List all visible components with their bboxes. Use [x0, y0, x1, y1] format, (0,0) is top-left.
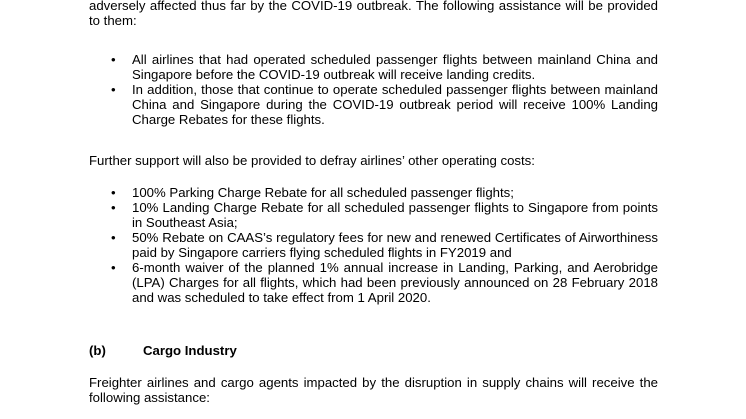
- list-item: [89, 230, 658, 260]
- list-item: [89, 52, 658, 82]
- list-item-text: 10% Landing Charge Rebate for all scheduled passenger flights to Singapore from points in Southeast Asia;: [132, 200, 658, 230]
- section-title: Cargo Industry: [143, 343, 237, 358]
- intro-paragraph: adversely affected thus far by the COVID-19 outbreak. The following assistance will be provided to them:: [89, 0, 658, 28]
- cargo-paragraph: Freighter airlines and cargo agents impacted by the disruption in supply chains will receive the following assistance:: [89, 375, 658, 405]
- bullet-icon: •: [111, 200, 116, 215]
- bullet-icon: •: [111, 260, 116, 275]
- bullet-icon: •: [111, 230, 116, 245]
- list-item: [89, 200, 658, 230]
- bullet-icon: •: [111, 82, 116, 97]
- list-item-text: 100% Parking Charge Rebate for all scheduled passenger flights;: [132, 185, 514, 200]
- section-number: (b): [89, 343, 106, 358]
- list-item: [89, 185, 658, 200]
- bullet-icon: •: [111, 52, 116, 67]
- list-item-text: 6-month waiver of the planned 1% annual increase in Landing, Parking, and Aerobridge (LPA) Charges for all flights, which had been previously announced on 28 February 2018 and was scheduled to take effect from 1 April 2020.: [132, 260, 658, 305]
- operating-cost-support-list: [89, 185, 658, 305]
- list-item-text: 50% Rebate on CAAS’s regulatory fees for new and renewed Certificates of Airworthiness paid by Singapore carriers flying scheduled flights in FY2019 and: [132, 230, 658, 260]
- list-item: [89, 260, 658, 305]
- further-support-paragraph: Further support will also be provided to defray airlines’ other operating costs:: [89, 153, 535, 168]
- list-item: [89, 82, 658, 127]
- list-item-text: All airlines that had operated scheduled passenger flights between mainland China and Singapore before the COVID-19 outbreak will receive landing credits.: [132, 52, 658, 82]
- section-heading-cargo: [89, 343, 237, 358]
- landing-assistance-list: [89, 52, 658, 127]
- list-item-text: In addition, those that continue to operate scheduled passenger flights between mainland China and Singapore during the COVID-19 outbreak period will receive 100% Landing Charge Rebates for these flights.: [132, 82, 658, 127]
- bullet-icon: •: [111, 185, 116, 200]
